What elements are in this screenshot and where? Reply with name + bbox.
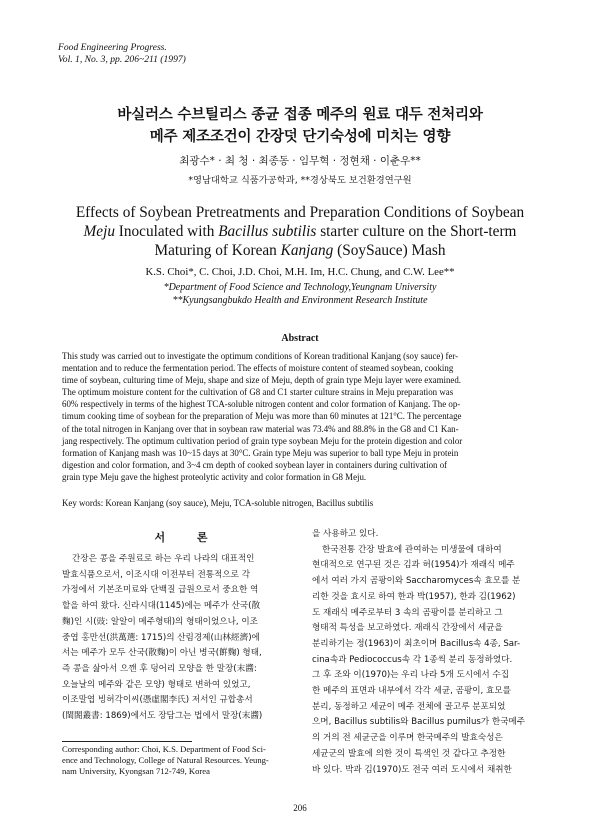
body-line: 에서 여러 가지 곰팡이와 Saccharomyces속 효모를 분	[312, 576, 521, 587]
english-affiliation	[0, 281, 600, 307]
footnote-divider	[62, 741, 192, 742]
body-line: 즉 콩을 삶아서 으깬 후 덩어리 모양을 한 말장(末醬:	[62, 663, 257, 674]
abstract-line: jang respectively. The optimum cultivation period of grain type soybean Meju for the protein digestion and color	[62, 435, 463, 446]
affiliation-line: *Department of Food Science and Technology,Yeungnam University	[163, 282, 437, 293]
journal-volume: Vol. 1, No. 3, pp. 206~211 (1997)	[58, 54, 186, 65]
body-line: 오늘날의 메주와 같은 모양) 형태로 변하여 있었고,	[62, 679, 251, 690]
abstract-line: This study was carried out to investigate the optimum conditions of Korean traditional Kanjang (soy sauce) fer-	[62, 351, 459, 361]
body-line: 으며, Bacillus subtilis와 Bacillus pumilus가 한국메주	[312, 717, 526, 728]
title-italic-kanjang: Kanjang	[280, 242, 334, 259]
body-line: (閨閤叢書: 1869)에서도 장담그는 법에서 말장(末醬)	[62, 711, 263, 722]
section-heading-introduction: 서 론	[154, 531, 222, 544]
korean-title-line: 메주 제조조건이 간장덧 단기숙성에 미치는 영향	[149, 129, 451, 145]
abstract-line: 60% respectively in terms of the highest TCA-soluble nitrogen content and color formation of Kanjang. The op-	[62, 399, 461, 410]
body-line: 형태적 특성을 보고하였다. 재래식 간장에서 세균을	[312, 623, 503, 634]
body-line: 을 사용하고 있다.	[312, 529, 379, 539]
body-line: 리한 것을 효시로 하여 한과 박(1957), 한과 김(1962)	[312, 591, 516, 602]
body-line: 현대적으로 연구된 것은 김과 허(1954)가 재래식 메주	[312, 560, 515, 571]
body-line: 가정에서 기본조미료와 단백질 급원으로서 중요한 역	[62, 585, 259, 596]
english-title-line: Meju Inoculated with Bacillus subtilis starter culture on the Short-term	[83, 223, 517, 240]
footnote-line: ence and Technology, College of Natural Resources. Yeung-	[62, 755, 269, 765]
journal-citation	[58, 42, 186, 66]
body-line: 바 있다. 박과 김(1970)도 전국 여러 도시에서 채취한	[312, 764, 512, 775]
english-title	[40, 203, 560, 260]
footnote-line: Corresponding author: Choi, K.S. Department of Food Sci-	[62, 744, 266, 754]
body-line: cina속과 Pediococcus속 각 1종씩 분리 동정하였다.	[312, 654, 513, 665]
body-line: 할을 하여 왔다. 신라시대(1145)에는 메주가 산국(散	[62, 601, 261, 612]
title-italic-meju: Meju	[83, 223, 115, 240]
abstract-line: timum cooking time of soybean for the preparation of Meju was more than 60 minutes at 121°C. The percentage	[62, 411, 462, 422]
korean-title-line: 바실러스 수브틸리스 종균 접종 메주의 원료 대두 전처리와	[117, 107, 483, 123]
body-line: 麴)인 시(豉: 알알이 메주형태)의 형태이었으나, 이조	[62, 616, 258, 627]
body-line: 세균군의 발효에 의한 것이 특색인 것 같다고 추정한	[312, 748, 506, 759]
body-line: 발효식품으로서, 이조시대 이전부터 전통적으로 각	[62, 569, 250, 580]
right-column	[312, 527, 552, 778]
abstract-line: formation of Kanjang mash was 10~15 days at 30°C. Grain type Meju was superior to ball type Meju in protein	[62, 447, 459, 458]
footnote-line: nam University, Kyongsan 712-749, Korea	[62, 766, 210, 776]
corresponding-author-note	[62, 744, 302, 777]
body-line: 서는 메주가 모두 산국(散麴)이 아닌 병국(餠麴) 형태,	[62, 648, 262, 659]
abstract-line: mentation and to reduce the fermentation period. The effects of moisture content of steamed soybean, cooking	[62, 363, 454, 374]
abstract-body	[62, 350, 542, 483]
korean-affiliation: *영남대학교 식품가공학과, **경상북도 보건환경연구원	[188, 175, 412, 186]
page-number: 206	[293, 803, 307, 813]
abstract-line: grain type Meju gave the highest proteolytic activity and color formation in G8 Meju.	[62, 471, 367, 482]
english-title-line: Effects of Soybean Pretreatments and Preparation Conditions of Soybean	[75, 204, 525, 221]
body-line: 한국전통 간장 발효에 관여하는 미생물에 대하여	[322, 544, 502, 555]
keywords: Key words: Korean Kanjang (soy sauce), Meju, TCA-soluble nitrogen, Bacillus subtilis	[62, 498, 374, 508]
body-line: 중엽 홍만선(洪萬選: 1715)의 산림경제(山林經濟)에	[62, 632, 260, 643]
body-line: 간장은 콩을 주원료로 하는 우리 나라의 대표적인	[72, 554, 255, 564]
abstract-heading: Abstract	[281, 333, 319, 344]
journal-name: Food Engineering Progress.	[58, 42, 167, 53]
abstract-line: of the total nitrogen in Kanjang over that in soybean raw material was 73.4% and 88.8% in the G8 and C1 Kan-	[62, 423, 459, 434]
left-column	[62, 524, 302, 725]
abstract-line: The optimum moisture content for the cultivation of G8 and C1 starter culture strains in Meju preparation was	[62, 387, 454, 398]
korean-title	[0, 104, 600, 148]
abstract-line: time of soybean, culturing time of Meju, shape and size of Meju, depth of grain type Meju layer were examined.	[62, 375, 462, 386]
english-authors: K.S. Choi*, C. Choi, J.D. Choi, M.H. Im, H.C. Chung, and C.W. Lee**	[145, 266, 455, 278]
body-line: 분리하기는 정(1963)이 최초이며 Bacillus속 4종, Sar-	[312, 638, 521, 649]
body-line: 도 재래식 메주로부터 3 속의 곰팡이를 분리하고 그	[312, 607, 503, 618]
title-italic-bacillus: Bacillus subtilis	[218, 223, 317, 240]
korean-authors: 최광수* · 최 청 · 최종동 · 임무혁 · 정현채 · 이춘우**	[179, 155, 421, 167]
english-title-line: Maturing of Korean Kanjang (SoySauce) Mash	[154, 242, 446, 259]
affiliation-line: **Kyungsangbukdo Health and Environment Research Institute	[172, 295, 428, 306]
body-line: 분리, 동정하고 세균이 메주 전체에 골고루 분포되었	[312, 701, 506, 712]
abstract-line: digestion and color formation, and 3~4 cm depth of cooked soybean layer in containers during cultivation of	[62, 459, 448, 470]
body-line: 한 메주의 표면과 내부에서 각각 세균, 곰팡이, 효모를	[312, 686, 511, 697]
body-line: 그 후 조와 이(1970)는 우리 나라 5개 도시에서 수집	[312, 670, 510, 681]
body-line: 의 거의 전 세균군을 이루며 한국메주의 발효숙성은	[312, 733, 503, 744]
body-line: 이조말엽 빙허각이씨(憑虛閣李氏) 저서인 규합총서	[62, 695, 253, 706]
